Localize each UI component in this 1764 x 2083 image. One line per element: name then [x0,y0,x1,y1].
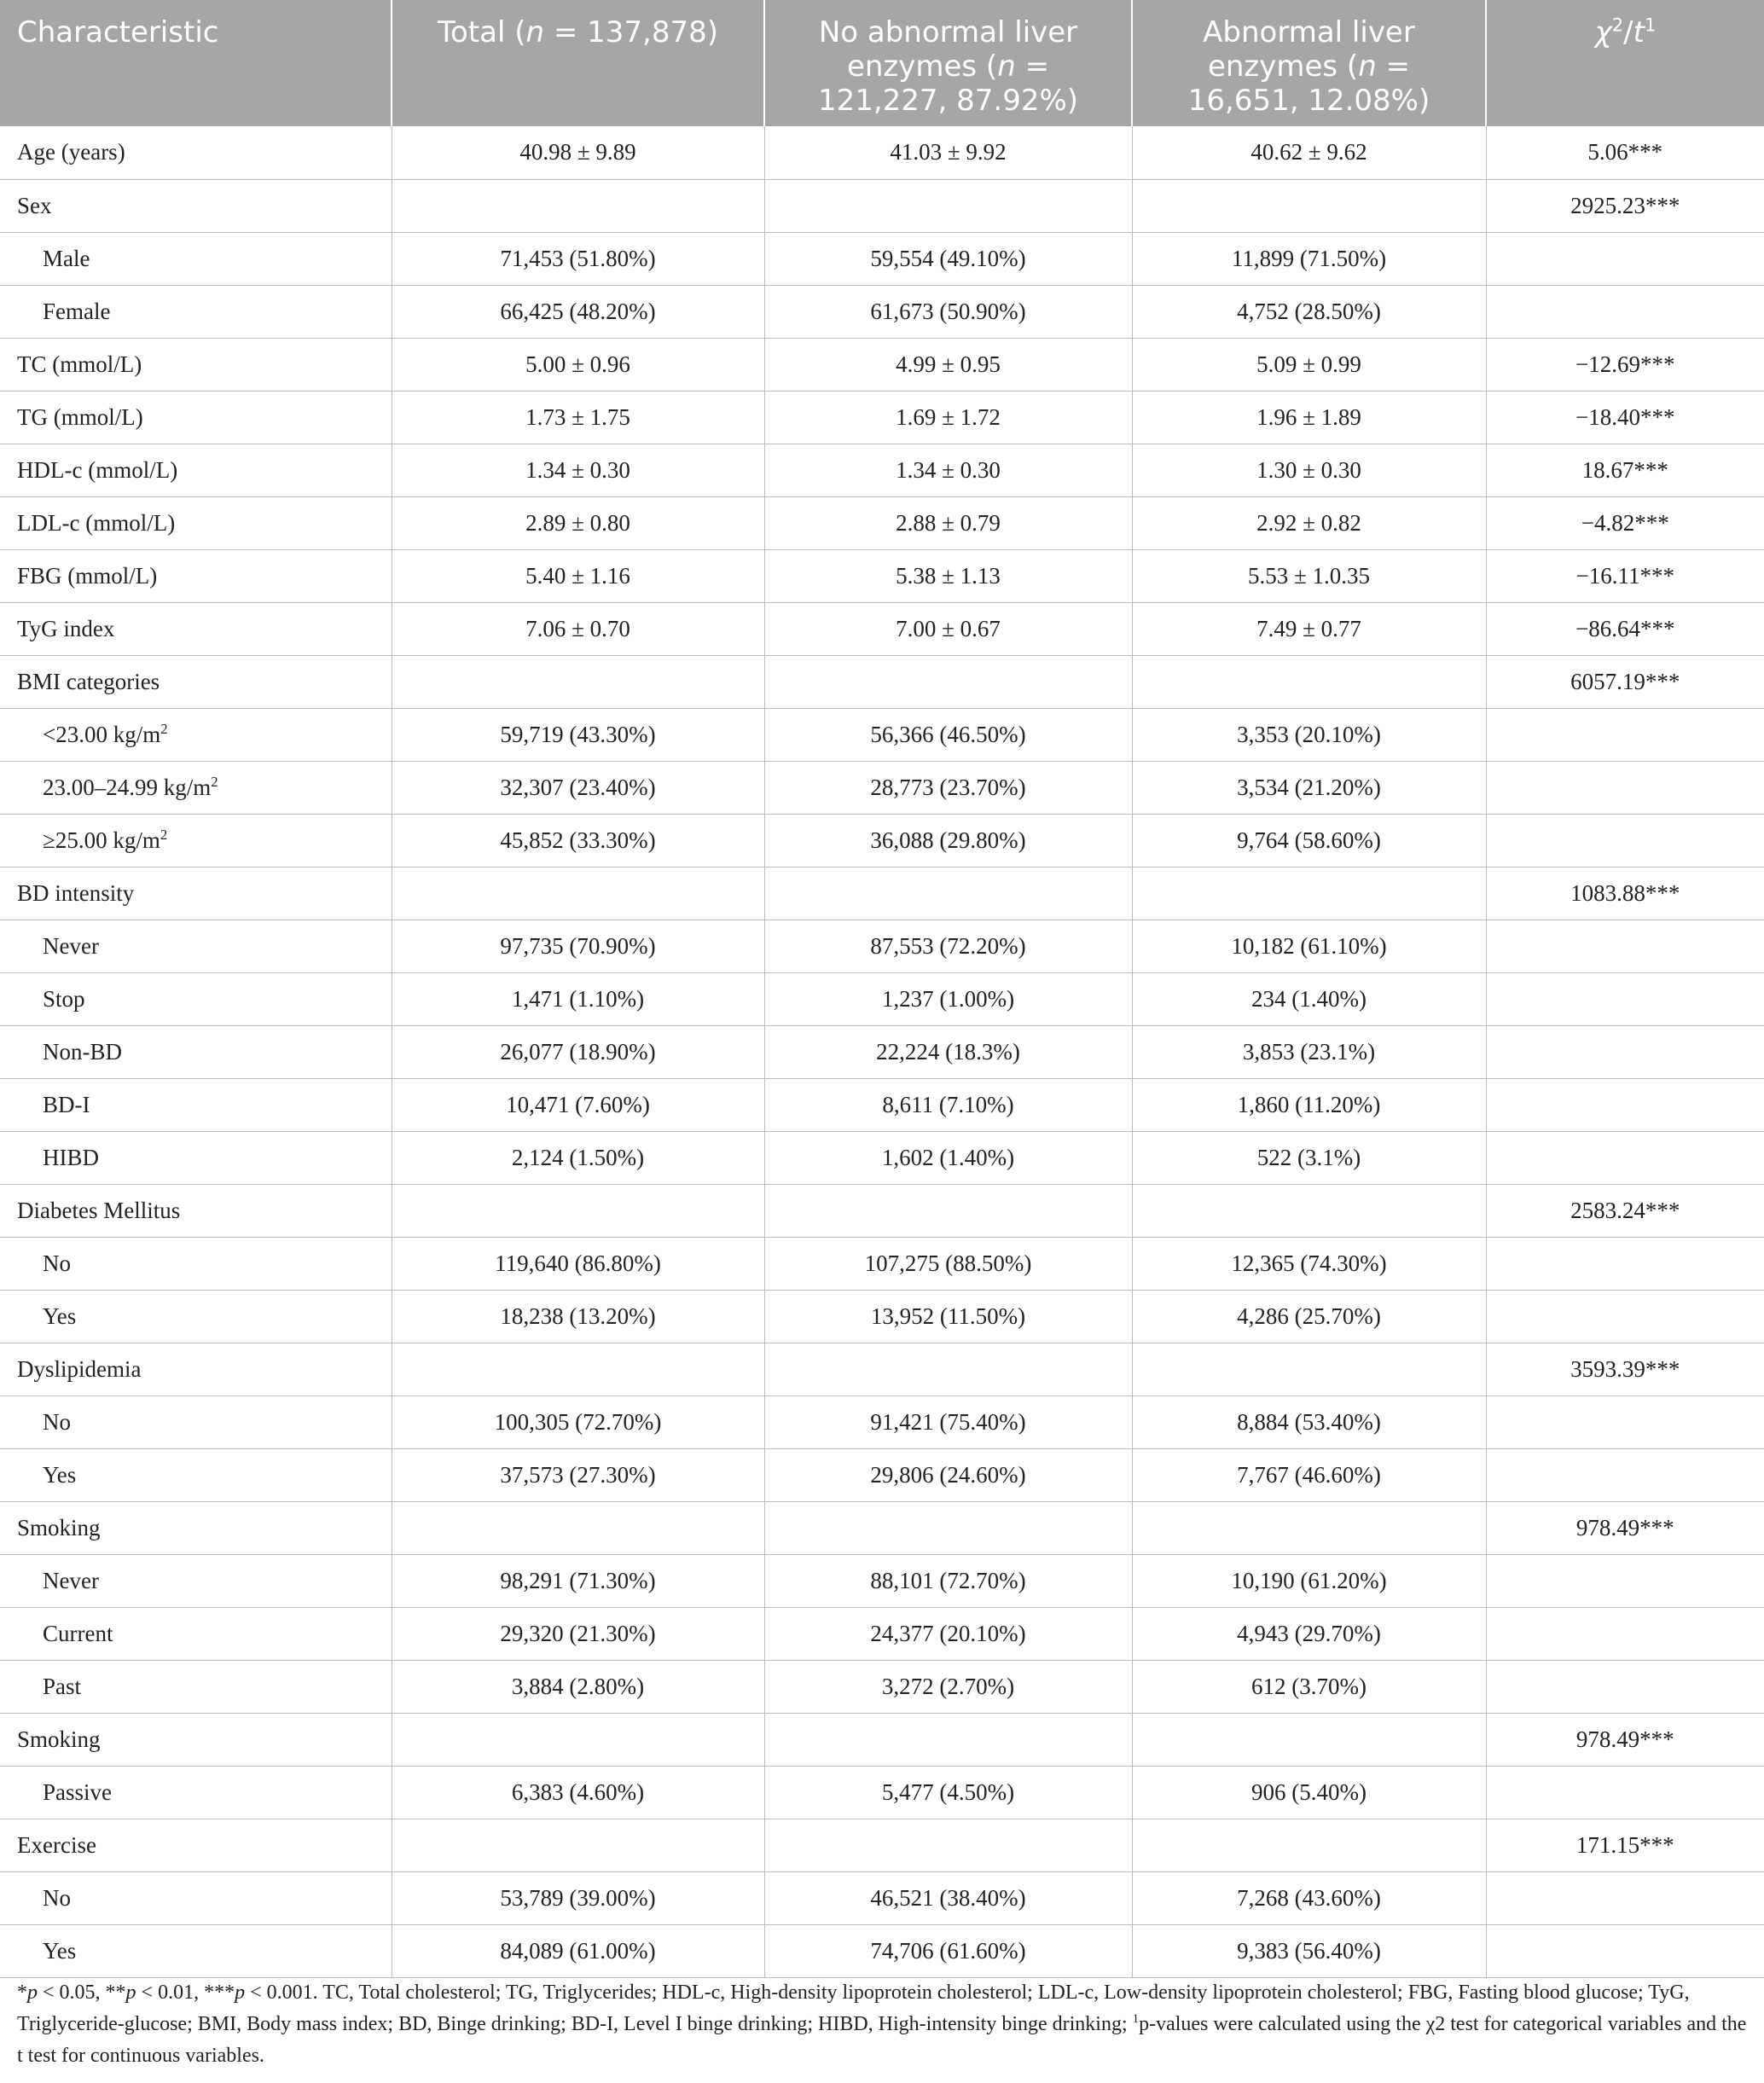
table-row [0,1713,1764,1766]
cell-abnormal [1132,867,1486,920]
cell-no-abnormal: 46,521 (38.40%) [764,1871,1132,1924]
cell-abnormal: 10,190 (61.20%) [1132,1554,1486,1607]
cell-total [392,867,764,920]
table-row [0,655,1764,708]
cell-total [392,1501,764,1554]
cell-characteristic: Never [0,920,392,972]
cell-statistic: 18.67*** [1486,444,1764,496]
cell-statistic: −16.11*** [1486,549,1764,602]
cell-abnormal [1132,1713,1486,1766]
cell-characteristic: Passive [0,1766,392,1819]
cell-no-abnormal: 5,477 (4.50%) [764,1766,1132,1819]
cell-statistic: 6057.19*** [1486,655,1764,708]
cell-abnormal: 1,860 (11.20%) [1132,1078,1486,1131]
cell-statistic [1486,1290,1764,1343]
cell-no-abnormal: 87,553 (72.20%) [764,920,1132,972]
cell-characteristic: Yes [0,1448,392,1501]
cell-no-abnormal [764,1713,1132,1766]
cell-characteristic: Dyslipidemia [0,1343,392,1395]
cell-total: 7.06 ± 0.70 [392,602,764,655]
table-row [0,814,1764,867]
cell-characteristic: Past [0,1660,392,1713]
table-row [0,1078,1764,1131]
cell-no-abnormal: 22,224 (18.3%) [764,1025,1132,1078]
cell-abnormal: 3,353 (20.10%) [1132,708,1486,761]
cell-statistic [1486,1025,1764,1078]
table-row [0,972,1764,1025]
cell-total: 53,789 (39.00%) [392,1871,764,1924]
cell-statistic [1486,1554,1764,1607]
cell-no-abnormal [764,1343,1132,1395]
cell-statistic [1486,1924,1764,1977]
cell-abnormal: 10,182 (61.10%) [1132,920,1486,972]
cell-no-abnormal: 59,554 (49.10%) [764,232,1132,285]
cell-total [392,1819,764,1871]
cell-statistic [1486,708,1764,761]
cell-no-abnormal [764,1819,1132,1871]
cell-statistic [1486,814,1764,867]
cell-statistic [1486,232,1764,285]
cell-abnormal: 9,764 (58.60%) [1132,814,1486,867]
cell-total [392,1184,764,1237]
cell-total: 71,453 (51.80%) [392,232,764,285]
cell-characteristic: No [0,1395,392,1448]
cell-characteristic: HIBD [0,1131,392,1184]
cell-statistic [1486,1078,1764,1131]
cell-abnormal: 7,268 (43.60%) [1132,1871,1486,1924]
table-row [0,1290,1764,1343]
table-body [0,126,1764,1977]
cell-characteristic: Diabetes Mellitus [0,1184,392,1237]
cell-total: 59,719 (43.30%) [392,708,764,761]
cell-total [392,655,764,708]
table-row [0,338,1764,391]
cell-characteristic: Yes [0,1290,392,1343]
table-row [0,179,1764,232]
cell-characteristic: Non-BD [0,1025,392,1078]
cell-statistic [1486,972,1764,1025]
cell-no-abnormal [764,1501,1132,1554]
cell-no-abnormal: 2.88 ± 0.79 [764,496,1132,549]
cell-total [392,1713,764,1766]
table-row [0,1501,1764,1554]
cell-no-abnormal: 7.00 ± 0.67 [764,602,1132,655]
table-row [0,761,1764,814]
cell-characteristic: 23.00–24.99 $kg/m^2$ [0,761,392,814]
cell-total: 26,077 (18.90%) [392,1025,764,1078]
cell-statistic: 171.15*** [1486,1819,1764,1871]
table-row [0,920,1764,972]
cell-abnormal: 4,943 (29.70%) [1132,1607,1486,1660]
cell-total: 10,471 (7.60%) [392,1078,764,1131]
cell-abnormal: 5.09 ± 0.99 [1132,338,1486,391]
cell-statistic: −4.82*** [1486,496,1764,549]
table-row [0,1184,1764,1237]
cell-no-abnormal: 24,377 (20.10%) [764,1607,1132,1660]
cell-total: 1,471 (1.10%) [392,972,764,1025]
cell-abnormal: 40.62 ± 9.62 [1132,126,1486,179]
cell-statistic [1486,761,1764,814]
cell-statistic: 978.49*** [1486,1713,1764,1766]
cell-characteristic: No [0,1871,392,1924]
table-row [0,126,1764,179]
table-row [0,602,1764,655]
cell-statistic [1486,1660,1764,1713]
cell-no-abnormal: 61,673 (50.90%) [764,285,1132,338]
cell-abnormal: 3,853 (23.1%) [1132,1025,1486,1078]
cell-no-abnormal: 1,602 (1.40%) [764,1131,1132,1184]
cell-characteristic: No [0,1237,392,1290]
cell-abnormal: 906 (5.40%) [1132,1766,1486,1819]
header-abnormal: Abnormal liver enzymes (n = 16,651, 12.08%) [1132,0,1486,126]
table-row [0,1871,1764,1924]
cell-abnormal: 4,752 (28.50%) [1132,285,1486,338]
table-footnote: *p < 0.05, **p < 0.01, ***p < 0.001. TC, Total cholesterol; TG, Triglycerides; HDL-c, High-density lipoprotein cholesterol; LDL-c, Low-density lipoprotein cholesterol; FBG, Fasting blood glucose; TyG, Triglyceride-glucose; BMI, Body mass index; BD, Binge drinking; BD-I, Level I binge drinking; HIBD, High-intensity binge drinking; $^1$p-values were calculated using the χ2 test for categorical variables and the t test for continuous variables. [17,1981,1747,2067]
cell-total: 5.40 ± 1.16 [392,549,764,602]
cell-abnormal: 7.49 ± 0.77 [1132,602,1486,655]
cell-no-abnormal [764,867,1132,920]
cell-no-abnormal [764,1184,1132,1237]
cell-characteristic: Current [0,1607,392,1660]
cell-abnormal: 8,884 (53.40%) [1132,1395,1486,1448]
cell-statistic [1486,1237,1764,1290]
table-row [0,1025,1764,1078]
cell-characteristic: Male [0,232,392,285]
table-row [0,1395,1764,1448]
cell-no-abnormal: 28,773 (23.70%) [764,761,1132,814]
cell-statistic [1486,1766,1764,1819]
table-header [0,0,1764,126]
cell-characteristic: ≥25.00 $kg/m^2$ [0,814,392,867]
cell-characteristic: Smoking [0,1713,392,1766]
cell-abnormal: 5.53 ± 1.0.35 [1132,549,1486,602]
cell-total [392,179,764,232]
cell-statistic: 2925.23*** [1486,179,1764,232]
cell-statistic [1486,1607,1764,1660]
cell-total: 1.34 ± 0.30 [392,444,764,496]
cell-characteristic: BMI categories [0,655,392,708]
table-row [0,708,1764,761]
cell-characteristic: Female [0,285,392,338]
cell-no-abnormal: 91,421 (75.40%) [764,1395,1132,1448]
cell-total: 66,425 (48.20%) [392,285,764,338]
cell-total: 84,089 (61.00%) [392,1924,764,1977]
cell-total: 97,735 (70.90%) [392,920,764,972]
cell-abnormal: 12,365 (74.30%) [1132,1237,1486,1290]
cell-total: 6,383 (4.60%) [392,1766,764,1819]
header-total: Total (n = 137,878) [392,0,764,126]
header-characteristic: Characteristic [0,0,392,126]
cell-total: 2.89 ± 0.80 [392,496,764,549]
cell-characteristic: Stop [0,972,392,1025]
cell-total: 100,305 (72.70%) [392,1395,764,1448]
cell-characteristic: TG (mmol/L) [0,391,392,444]
cell-abnormal [1132,1184,1486,1237]
cell-no-abnormal: 1.69 ± 1.72 [764,391,1132,444]
cell-abnormal: 7,767 (46.60%) [1132,1448,1486,1501]
cell-no-abnormal: 4.99 ± 0.95 [764,338,1132,391]
cell-total: 3,884 (2.80%) [392,1660,764,1713]
cell-no-abnormal: 56,366 (46.50%) [764,708,1132,761]
cell-characteristic: TC (mmol/L) [0,338,392,391]
table-row [0,1924,1764,1977]
cell-no-abnormal [764,179,1132,232]
cell-no-abnormal: 88,101 (72.70%) [764,1554,1132,1607]
cell-statistic [1486,285,1764,338]
table-row [0,391,1764,444]
cell-characteristic: FBG (mmol/L) [0,549,392,602]
cell-abnormal: 11,899 (71.50%) [1132,232,1486,285]
cell-no-abnormal: 41.03 ± 9.92 [764,126,1132,179]
cell-no-abnormal: 13,952 (11.50%) [764,1290,1132,1343]
cell-statistic: 978.49*** [1486,1501,1764,1554]
cell-total: 18,238 (13.20%) [392,1290,764,1343]
cell-statistic: −12.69*** [1486,338,1764,391]
cell-abnormal [1132,1501,1486,1554]
cell-abnormal: 9,383 (56.40%) [1132,1924,1486,1977]
table-row [0,1131,1764,1184]
table-row [0,1448,1764,1501]
cell-total: 40.98 ± 9.89 [392,126,764,179]
table-row [0,496,1764,549]
cell-characteristic: Smoking [0,1501,392,1554]
cell-total: 29,320 (21.30%) [392,1607,764,1660]
cell-statistic [1486,1448,1764,1501]
cell-abnormal: 4,286 (25.70%) [1132,1290,1486,1343]
table-row [0,1343,1764,1395]
cell-abnormal: 234 (1.40%) [1132,972,1486,1025]
cell-statistic: −86.64*** [1486,602,1764,655]
cell-total: 37,573 (27.30%) [392,1448,764,1501]
cell-characteristic: BD intensity [0,867,392,920]
cell-characteristic: Yes [0,1924,392,1977]
table-row [0,285,1764,338]
cell-statistic [1486,1871,1764,1924]
table-row [0,444,1764,496]
cell-no-abnormal: 5.38 ± 1.13 [764,549,1132,602]
cell-no-abnormal: 1,237 (1.00%) [764,972,1132,1025]
table-row [0,232,1764,285]
cell-characteristic: TyG index [0,602,392,655]
cell-abnormal [1132,655,1486,708]
cell-abnormal: 1.96 ± 1.89 [1132,391,1486,444]
cell-characteristic: Sex [0,179,392,232]
table-row [0,549,1764,602]
table-row [0,867,1764,920]
table-row [0,1819,1764,1871]
cell-total: 1.73 ± 1.75 [392,391,764,444]
header-statistic: $\chi^2/t^1$ [1486,0,1764,126]
cell-total: 5.00 ± 0.96 [392,338,764,391]
cell-characteristic: BD-I [0,1078,392,1131]
cell-no-abnormal: 74,706 (61.60%) [764,1924,1132,1977]
cell-characteristic: LDL-c (mmol/L) [0,496,392,549]
cell-abnormal: 612 (3.70%) [1132,1660,1486,1713]
cell-abnormal: 3,534 (21.20%) [1132,761,1486,814]
header-no-abnormal: No abnormal liver enzymes (n = 121,227, 87.92%) [764,0,1132,126]
cell-statistic: 2583.24*** [1486,1184,1764,1237]
cell-no-abnormal: 8,611 (7.10%) [764,1078,1132,1131]
cell-abnormal [1132,1343,1486,1395]
cell-total: 119,640 (86.80%) [392,1237,764,1290]
table-row [0,1607,1764,1660]
cell-no-abnormal: 107,275 (88.50%) [764,1237,1132,1290]
cell-abnormal [1132,1819,1486,1871]
cell-total: 2,124 (1.50%) [392,1131,764,1184]
cell-statistic [1486,920,1764,972]
cell-abnormal: 2.92 ± 0.82 [1132,496,1486,549]
header-row [0,0,1764,126]
cell-no-abnormal: 3,272 (2.70%) [764,1660,1132,1713]
table-row [0,1766,1764,1819]
cell-total [392,1343,764,1395]
cell-total: 32,307 (23.40%) [392,761,764,814]
cell-total: 98,291 (71.30%) [392,1554,764,1607]
cell-statistic [1486,1131,1764,1184]
cell-characteristic: HDL-c (mmol/L) [0,444,392,496]
cell-no-abnormal [764,655,1132,708]
table-row [0,1554,1764,1607]
cell-no-abnormal: 36,088 (29.80%) [764,814,1132,867]
cell-characteristic: <23.00 $kg/m^2$ [0,708,392,761]
cell-statistic: 5.06*** [1486,126,1764,179]
table-row [0,1660,1764,1713]
cell-statistic: 1083.88*** [1486,867,1764,920]
table-row [0,1237,1764,1290]
cell-abnormal: 1.30 ± 0.30 [1132,444,1486,496]
cell-abnormal: 522 (3.1%) [1132,1131,1486,1184]
cell-statistic [1486,1395,1764,1448]
cell-total: 45,852 (33.30%) [392,814,764,867]
cell-characteristic: Age (years) [0,126,392,179]
cell-statistic: −18.40*** [1486,391,1764,444]
cell-no-abnormal: 29,806 (24.60%) [764,1448,1132,1501]
cell-abnormal [1132,179,1486,232]
cell-characteristic: Exercise [0,1819,392,1871]
cell-no-abnormal: 1.34 ± 0.30 [764,444,1132,496]
cell-characteristic: Never [0,1554,392,1607]
cell-statistic: 3593.39*** [1486,1343,1764,1395]
